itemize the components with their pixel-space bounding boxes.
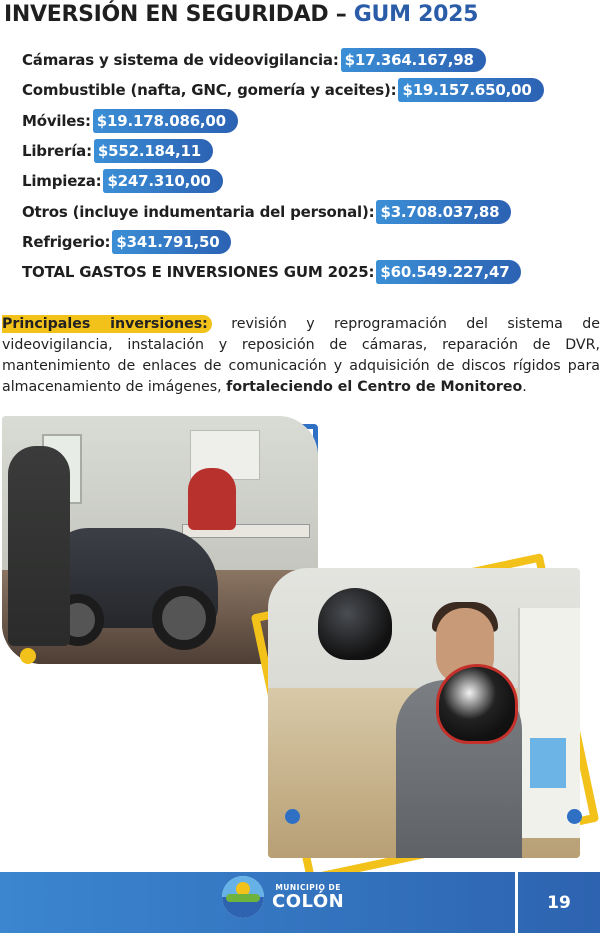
expense-item-refreshments — [22, 227, 582, 257]
expense-value-badge: $3.708.037,88 — [376, 200, 511, 224]
expense-item-cleaning — [22, 166, 582, 196]
logo-subtitle: MUNICIPIO DE — [275, 882, 341, 892]
expense-value-badge: $19.157.650,00 — [398, 78, 543, 102]
expense-item-fuel — [22, 75, 582, 105]
expense-label: Cámaras y sistema de videovigilancia: — [22, 51, 339, 70]
logo-name: COLÓN — [272, 890, 345, 912]
expense-item-others — [22, 196, 582, 226]
expense-value-badge: $552.184,11 — [94, 139, 213, 163]
expense-item-cameras — [22, 45, 582, 75]
expense-label: Limpieza: — [22, 172, 102, 191]
investments-lead: Principales inversiones: — [2, 315, 212, 333]
expense-value-badge: $341.791,50 — [112, 230, 231, 254]
page-title — [4, 2, 478, 27]
expense-label: Librería: — [22, 142, 92, 161]
decor-dot-blue — [285, 809, 300, 824]
investments-paragraph — [2, 314, 600, 398]
municipio-logo — [222, 876, 344, 918]
page-number: 19 — [547, 892, 571, 913]
expense-item-total — [22, 257, 582, 287]
investments-strong: fortaleciendo el Centro de Monitoreo — [226, 379, 523, 395]
expense-label: Otros (incluye indumentaria del personal): — [22, 202, 375, 221]
title-accent: GUM 2025 — [353, 2, 479, 27]
photo-man-helmets — [268, 568, 580, 858]
expense-label: Combustible (nafta, GNC, gomería y aceites): — [22, 81, 397, 100]
decor-dot-yellow — [20, 648, 36, 664]
expense-item-stationery — [22, 136, 582, 166]
expense-item-vehicles — [22, 106, 582, 136]
expense-label: Móviles: — [22, 111, 91, 130]
expense-total-badge: $60.549.227,47 — [376, 260, 521, 284]
expense-value-badge: $17.364.167,98 — [341, 48, 486, 72]
decor-dot-blue — [567, 809, 582, 824]
investments-end: . — [522, 379, 527, 395]
expense-value-badge: $247.310,00 — [103, 169, 222, 193]
expense-value-badge: $19.178.086,00 — [93, 109, 238, 133]
municipio-emblem-icon — [222, 876, 264, 918]
expense-label: Refrigerio: — [22, 232, 111, 251]
expense-total-label: TOTAL GASTOS E INVERSIONES GUM 2025: — [22, 263, 375, 282]
investments-body: revisión y reprogramación del sistema de videovigilancia, instalación y reposición de cámaras, reparación de DVR, mantenimiento de enlaces de comunicación y adquisición de discos rígidos para almacenamiento de imágenes, — [2, 316, 600, 395]
expense-list — [22, 45, 582, 287]
title-main: INVERSIÓN EN SEGURIDAD – — [4, 2, 354, 27]
